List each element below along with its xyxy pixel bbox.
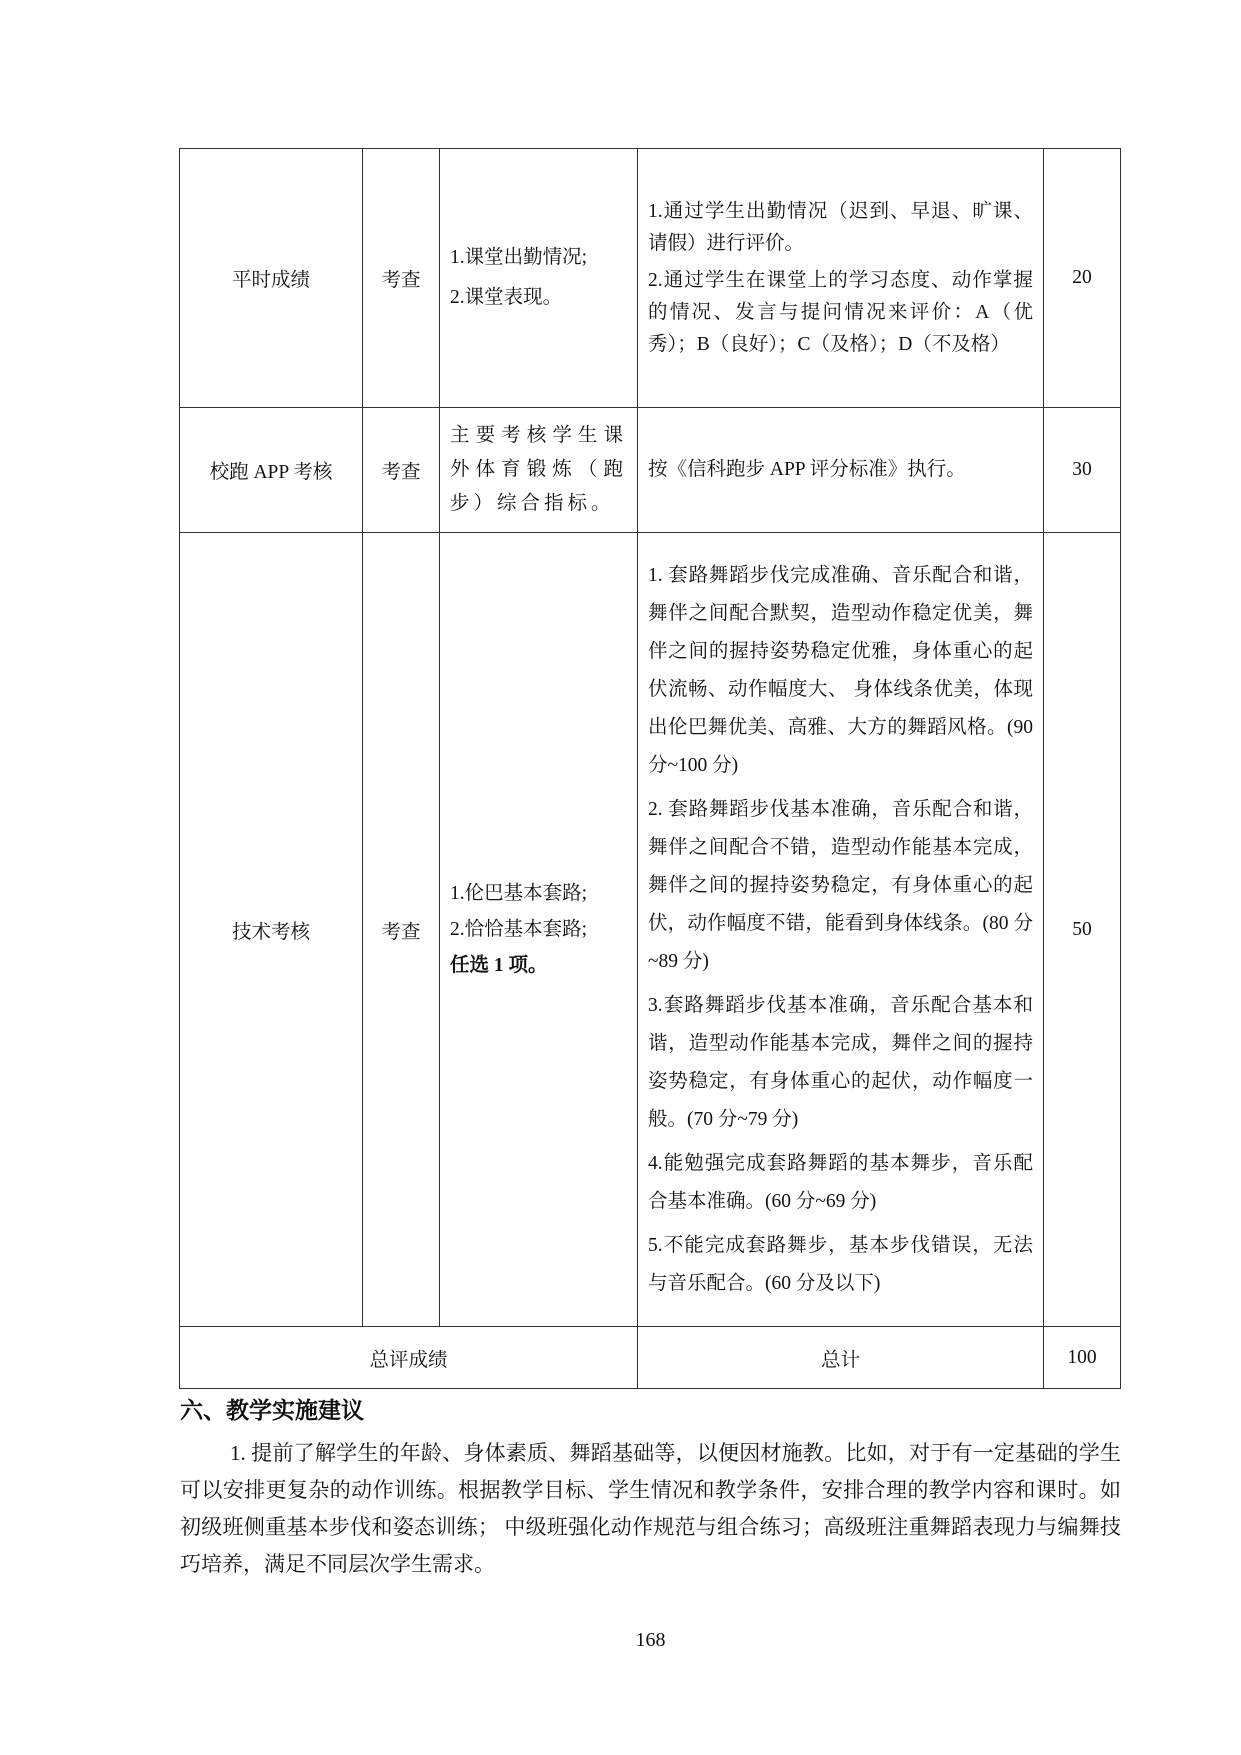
cell-total-label: 总计 [638, 1327, 1044, 1389]
cell-grading-criteria [638, 408, 1044, 533]
table-row-technical-assessment [180, 533, 1121, 1327]
cell-assess-method: 考查 [363, 533, 440, 1327]
cell-total-score: 100 [1044, 1327, 1121, 1389]
cell-assess-method: 考查 [363, 408, 440, 533]
cell-grading-criteria [638, 149, 1044, 408]
cell-item-name: 平时成绩 [180, 149, 363, 408]
page-number: 168 [635, 1629, 666, 1651]
content-line: 1.伦巴基本套路; [450, 882, 588, 904]
cell-assess-method: 考查 [363, 149, 440, 408]
section-heading: 六、教学实施建议 [180, 1397, 364, 1423]
criteria-paragraph: 2. 套路舞蹈步伐基本准确，音乐配合和谐，舞伴之间配合不错，造型动作能基本完成，舞伴之间的握持姿势稳定，有身体重心的起伏，动作幅度不错，能看到身体线条。(80 分~89 分) [648, 798, 1033, 972]
content-line: 2.恰恰基本套路; [450, 918, 588, 940]
cell-item-name: 技术考核 [180, 533, 363, 1327]
criteria-paragraph: 按《信科跑步 APP 评分标准》执行。 [648, 459, 966, 480]
assessment-table [179, 148, 1121, 1389]
criteria-paragraph: 1.通过学生出勤情况（迟到、早退、旷课、请假）进行评价。 [648, 200, 1033, 254]
criteria-paragraph: 4.能勉强完成套路舞蹈的基本舞步，音乐配合基本准确。(60 分~69 分) [648, 1152, 1033, 1212]
cell-assess-content [440, 149, 638, 408]
content-line-bold: 任选 1 项。 [450, 954, 548, 976]
content-line: 2.课堂表现。 [450, 287, 563, 308]
criteria-paragraph: 3.套路舞蹈步伐基本准确，音乐配合基本和谐，造型动作能基本完成，舞伴之间的握持姿势稳定，有身体重心的起伏，动作幅度一般。(70 分~79 分) [648, 994, 1033, 1130]
cell-grading-criteria [638, 533, 1044, 1327]
cell-score: 20 [1044, 149, 1121, 408]
cell-assess-content [440, 408, 638, 533]
table-row-running-app [180, 408, 1121, 533]
content-line: 主要考核学生课外体育锻炼（跑步）综合指标。 [450, 425, 627, 514]
criteria-paragraph: 2.通过学生在课堂上的学习态度、动作掌握的情况、发言与提问情况来评价：A（优秀）；B（良好）；C（及格）；D（不及格） [648, 269, 1033, 355]
criteria-paragraph: 1. 套路舞蹈步伐完成准确、音乐配合和谐，舞伴之间配合默契，造型动作稳定优美，舞伴之间的握持姿势稳定优雅，身体重心的起伏流畅、动作幅度大、 身体线条优美，体现出伦巴舞优美、高雅、大方的舞蹈风格。(90 分~100 分) [648, 564, 1033, 776]
content-line: 1.课堂出勤情况; [450, 247, 588, 268]
criteria-paragraph: 5.不能完成套路舞步，基本步伐错误，无法与音乐配合。(60 分及以下) [648, 1234, 1033, 1294]
cell-assess-content [440, 533, 638, 1327]
table-row-regular-grades [180, 149, 1121, 408]
section-paragraph: 1. 提前了解学生的年龄、身体素质、舞蹈基础等，以便因材施教。比如，对于有一定基础的学生可以安排更复杂的动作训练。根据教学目标、学生情况和教学条件，安排合理的教学内容和课时。如初级班侧重基本步伐和姿态训练； 中级班强化动作规范与组合练习；高级班注重舞蹈表现力与编舞技巧培养，满足不同层次学生需求。 [180, 1441, 1121, 1576]
cell-score: 50 [1044, 533, 1121, 1327]
cell-item-name: 校跑 APP 考核 [180, 408, 363, 533]
cell-overall-grade-label: 总评成绩 [180, 1327, 638, 1389]
table-footer-row [180, 1327, 1121, 1389]
cell-score: 30 [1044, 408, 1121, 533]
